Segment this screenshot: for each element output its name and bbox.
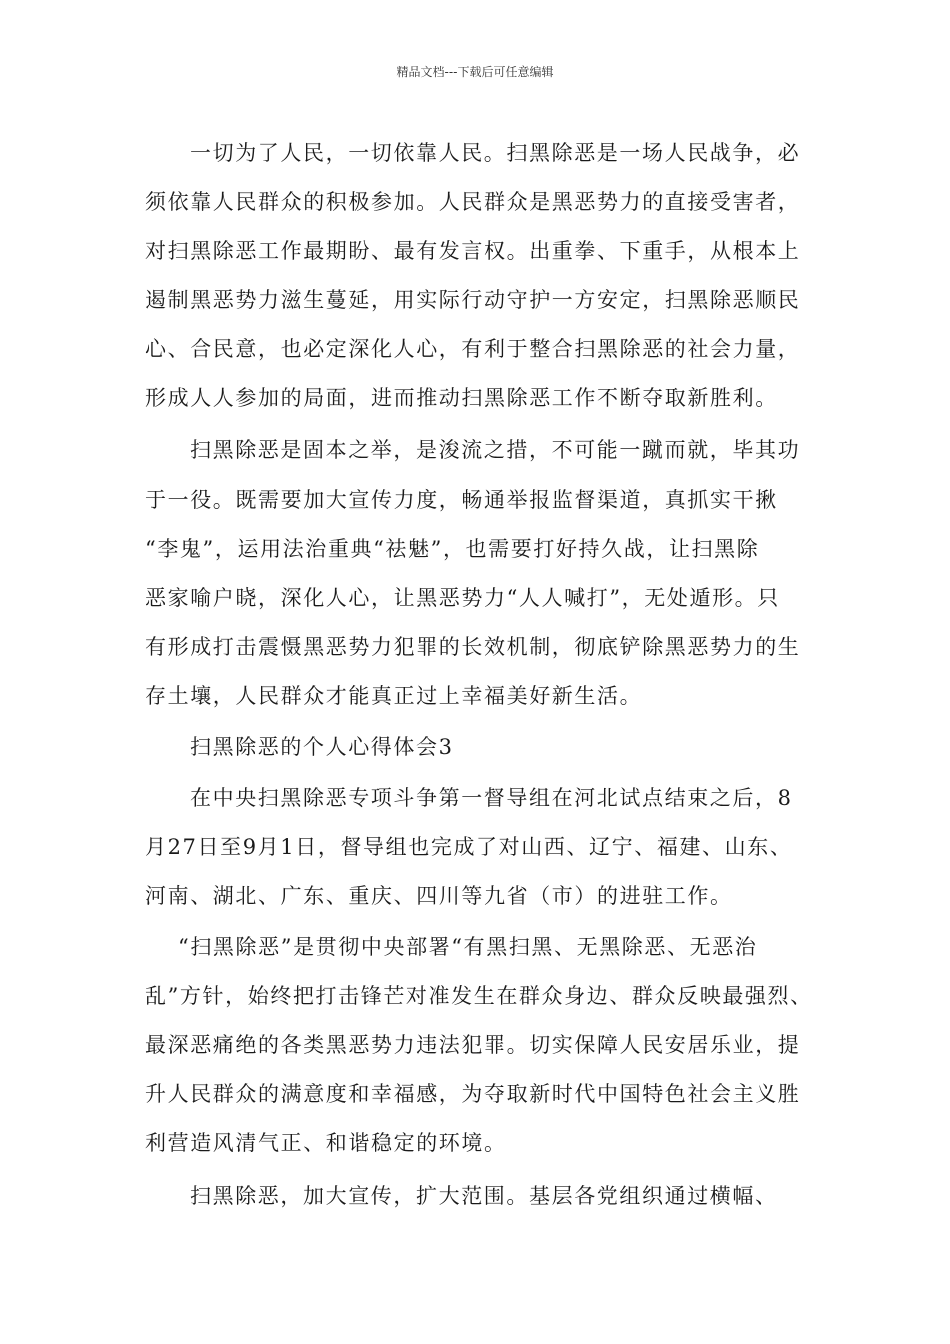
text-line: 利营造风清气正、和谐稳定的环境。: [145, 1131, 507, 1155]
text-line: 形成人人参加的局面，进而推动扫黑除恶工作不断夺取新胜利。: [145, 386, 778, 410]
text-line: “扫黑除恶”是贯彻中央部署“有黑扫黑、无黑除恶、无恶治: [178, 935, 758, 959]
text-line: 一切为了人民，一切依靠人民。扫黑除恶是一场人民战争，必: [190, 141, 801, 165]
text-line: 乱”方针，始终把打击锋芒对准发生在群众身边、群众反映最强烈、: [145, 984, 813, 1008]
text-line: 在中央扫黑除恶专项斗争第一督导组在河北试点结束之后，8: [190, 786, 793, 810]
text-line: 扫黑除恶，加大宣传，扩大范围。基层各党组织通过横幅、: [190, 1184, 778, 1208]
text-line: 须依靠人民群众的积极参加。人民群众是黑恶势力的直接受害者，: [145, 190, 801, 214]
text-line: 心、合民意，也必定深化人心，有利于整合扫黑除恶的社会力量，: [145, 337, 801, 361]
text-line: 月27日至9月1日，督导组也完成了对山西、辽宁、福建、山东、: [145, 835, 793, 859]
text-line: “李鬼”，运用法治重典“祛魅”，也需要打好持久战，让扫黑除: [145, 537, 760, 561]
text-line: 于一役。既需要加大宣传力度，畅通举报监督渠道，真抓实干揪: [145, 488, 778, 512]
text-line: 最深恶痛绝的各类黑恶势力违法犯罪。切实保障人民安居乐业，提: [145, 1033, 801, 1057]
text-line: 遏制黑恶势力滋生蔓延，用实际行动守护一方安定，扫黑除恶顺民: [145, 288, 801, 312]
text-line: 河南、湖北、广东、重庆、四川等九省（市）的进驻工作。: [145, 884, 733, 908]
page-header: 精品文档---下载后可任意编辑: [396, 65, 554, 79]
section-heading: 扫黑除恶的个人心得体会3: [190, 735, 454, 759]
text-line: 扫黑除恶是固本之举，是浚流之措，不可能一蹴而就，毕其功: [190, 438, 801, 462]
text-line: 有形成打击震慑黑恶势力犯罪的长效机制，彻底铲除黑恶势力的生: [145, 635, 801, 659]
text-line: 存土壤，人民群众才能真正过上幸福美好新生活。: [145, 684, 643, 708]
text-line: 升人民群众的满意度和幸福感，为夺取新时代中国特色社会主义胜: [145, 1082, 801, 1106]
text-line: 恶家喻户晓，深化人心，让黑恶势力“人人喊打”，无处遁形。只: [145, 586, 780, 610]
text-line: 对扫黑除恶工作最期盼、最有发言权。出重拳、下重手，从根本上: [145, 239, 801, 263]
